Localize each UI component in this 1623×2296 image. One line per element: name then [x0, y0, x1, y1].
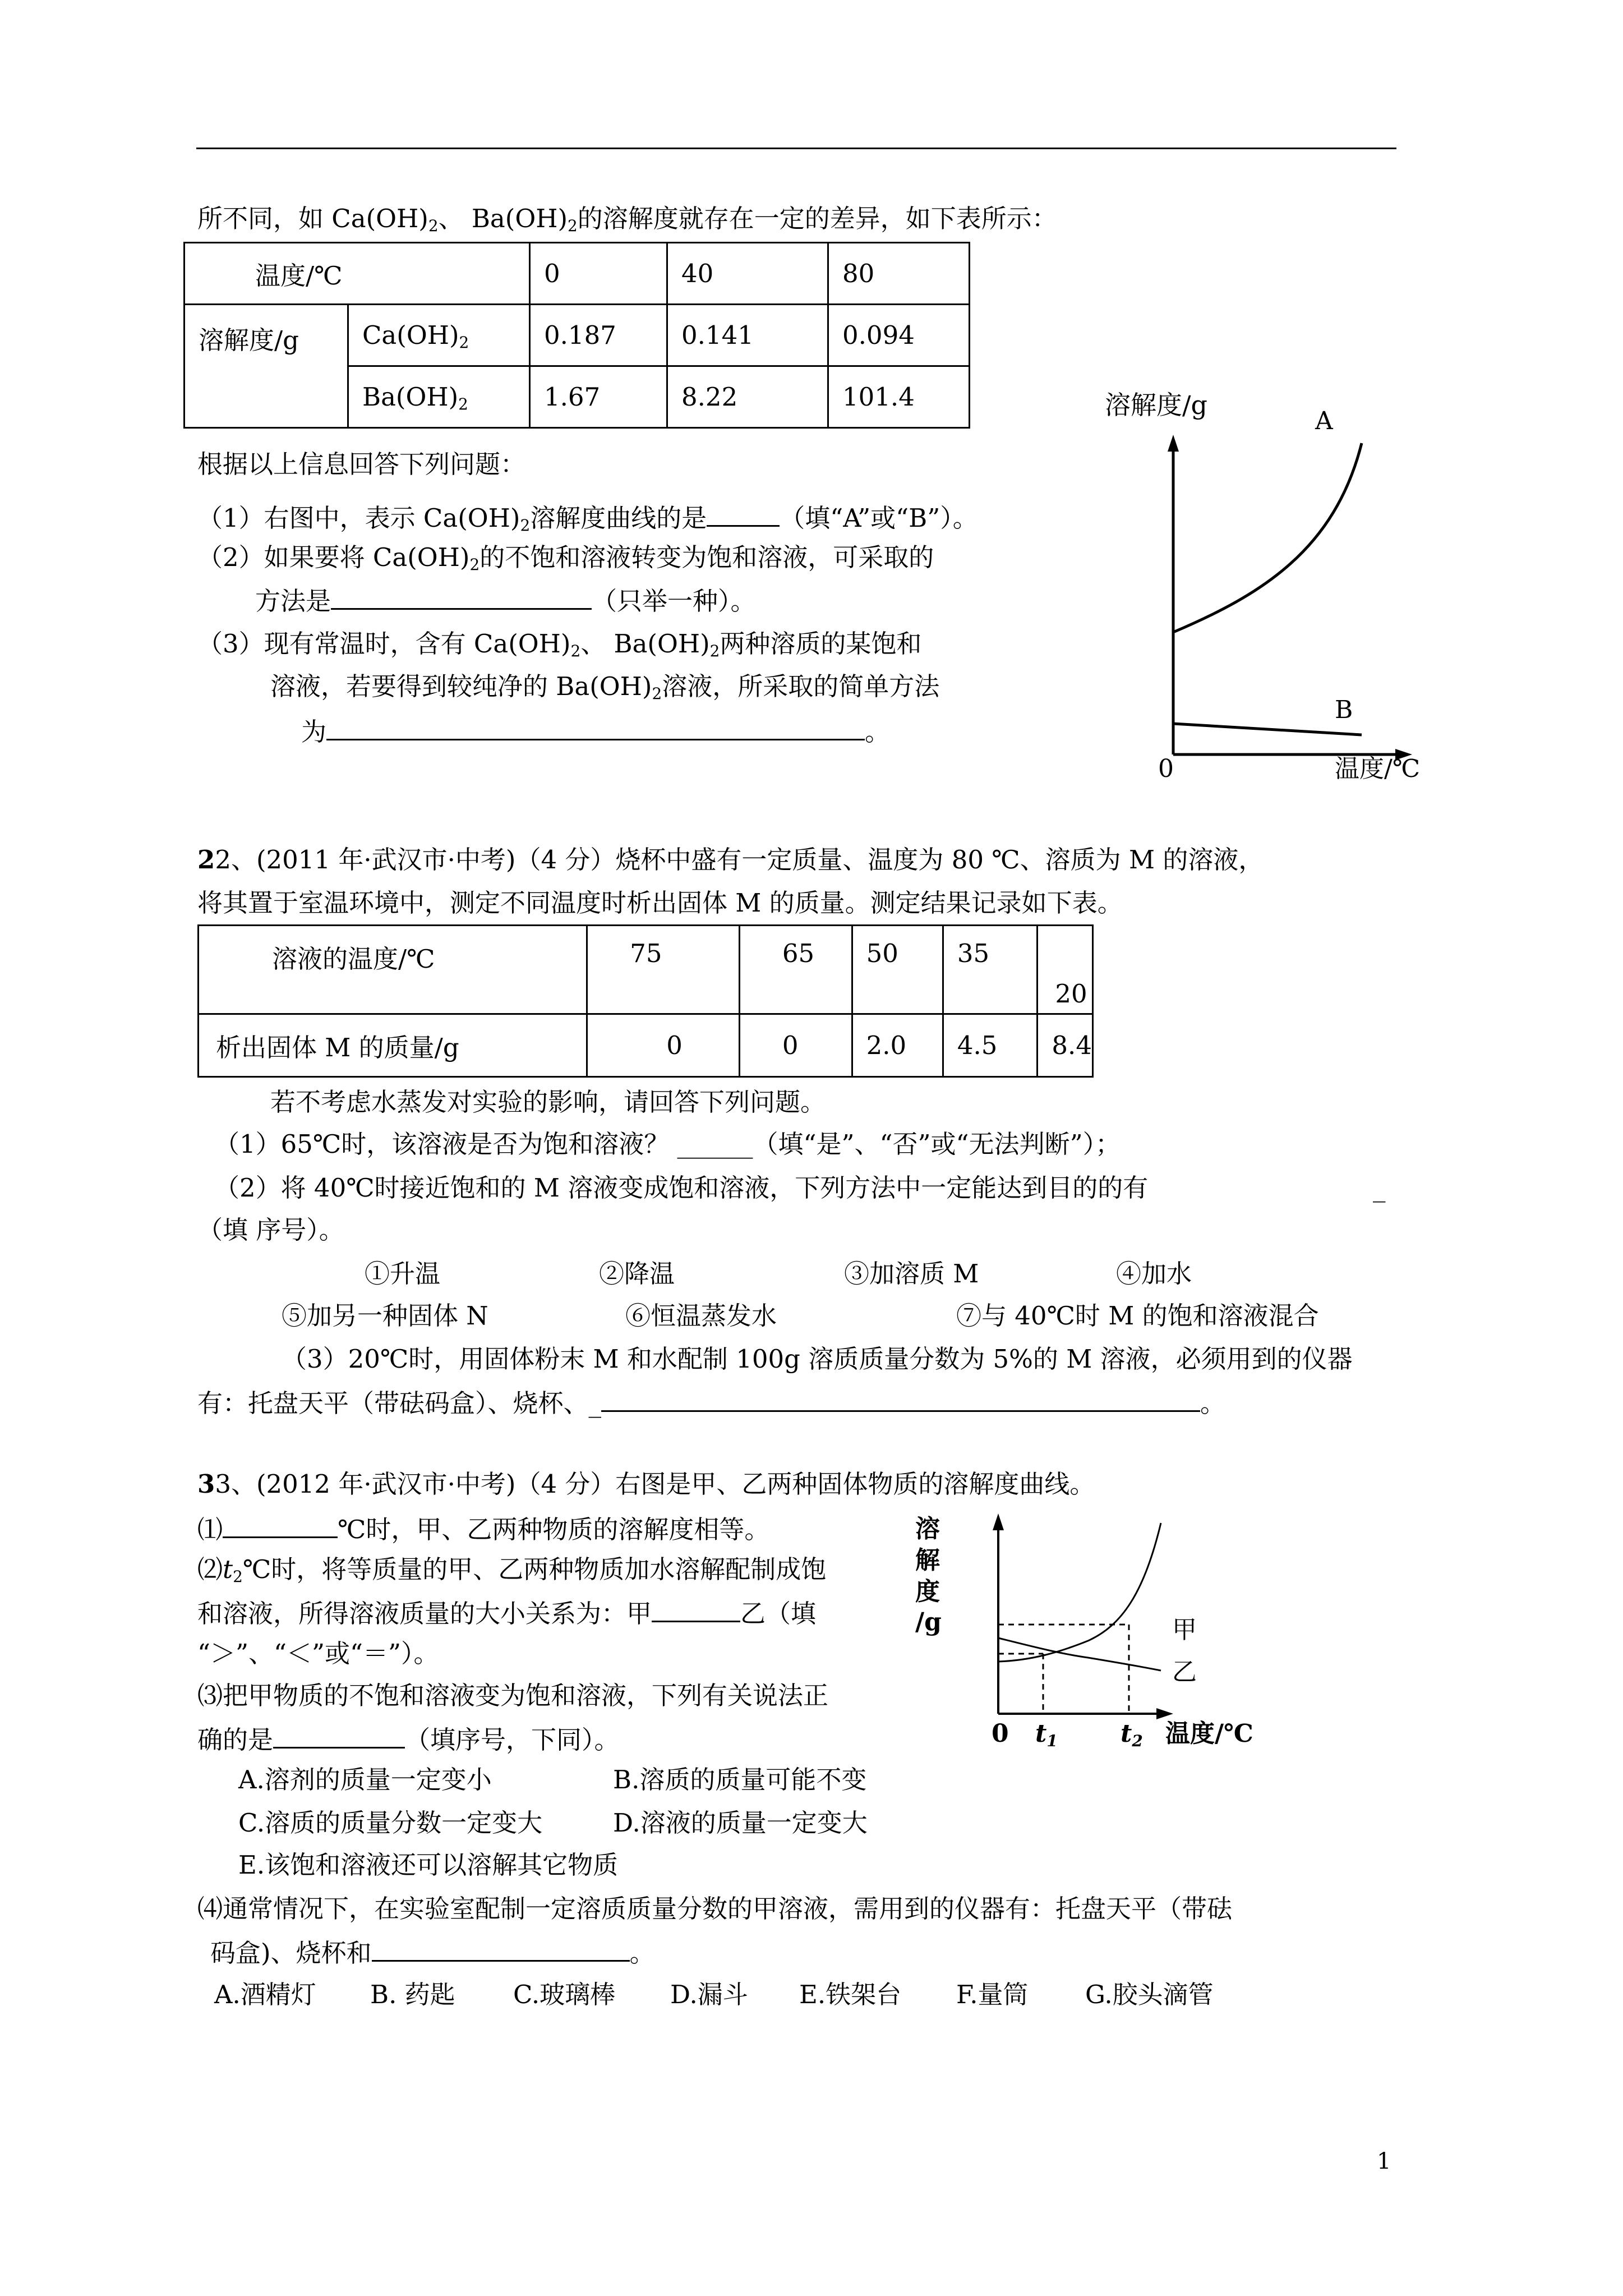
q2-option-5: ⑤加另一种固体 N — [282, 1301, 488, 1331]
table1-ca-label: $Ca(OH)_2$ — [348, 305, 530, 366]
graph1-curve-a — [1173, 443, 1362, 632]
graph2-origin: 0 — [992, 1719, 1009, 1748]
table1-ba-80: 101.4 — [828, 366, 970, 428]
intro-text-b: 、 Ba(OH) — [438, 204, 568, 233]
table1-temp-0: 0 — [530, 243, 667, 305]
q2-title — [197, 844, 1264, 876]
graph2-label-jia: 甲 — [1172, 1616, 1197, 1644]
q2-title-text: 2、(2011 年·武汉市·中考)（4 分）烧杯中盛有一定质量、温度为 80 ℃、溶质为 M 的溶液， — [215, 845, 1264, 875]
q3-answer-blank-3[interactable] — [273, 1722, 405, 1749]
q2-lead: 若不考虑水蒸发对实验的影响，请回答下列问题。 — [270, 1087, 826, 1117]
table2-temp-20: 20 — [1038, 926, 1093, 1014]
q3-instrument-e: E.铁架台 — [799, 1980, 902, 2009]
q3-answer-blank-2[interactable] — [652, 1596, 740, 1622]
q3-title — [197, 1469, 1095, 1500]
q3-option-d: D.溶液的质量一定变大 — [613, 1808, 868, 1838]
q3-number: 3 — [197, 1469, 215, 1499]
q3-option-b: B.溶质的质量可能不变 — [613, 1765, 867, 1795]
q3-instrument-b: B. 药匙 — [370, 1980, 455, 2009]
graph2-y-arrow — [993, 1513, 1004, 1530]
q1-part3-cont: 溶液，若要得到较纯净的 $Ba(OH)_2$溶液，所采取的简单方法 — [270, 671, 940, 703]
q3-part3-cont: 确的是 （填序号，下同）。 — [197, 1722, 620, 1756]
q3-option-c: C.溶质的质量分数一定变大 — [238, 1808, 543, 1838]
table2-mass-label: 析出固体 M 的质量/g — [199, 1014, 587, 1077]
intro-text-a: 所不同，如 Ca(OH) — [197, 204, 428, 233]
graph2-t2: t2 — [1121, 1719, 1143, 1750]
q3-instrument-c: C.玻璃棒 — [513, 1980, 616, 2009]
graph2-xlabel: 温度/℃ — [1165, 1719, 1253, 1748]
graph1-label-b: B — [1335, 696, 1353, 724]
q3-answer-blank-4[interactable] — [372, 1935, 630, 1962]
table1-temp-80: 80 — [828, 243, 970, 305]
graph2-curve-jia — [998, 1523, 1161, 1662]
table1-ca-0: 0.187 — [530, 305, 667, 366]
table1-ca-40: 0.141 — [667, 305, 828, 366]
solubility-table — [183, 242, 970, 429]
q3-part1: ⑴ ℃时，甲、乙两种物质的溶解度相等。 — [197, 1512, 769, 1545]
graph2-ylabel-4: /g — [915, 1608, 942, 1636]
graph1-label-a: A — [1315, 407, 1333, 435]
graph2-ylabel-2: 解 — [915, 1546, 940, 1575]
q3-part2-cont: 和溶液，所得溶液质量的大小关系为：甲 乙（填 — [197, 1596, 816, 1630]
q2-title-2: 将其置于室温环境中，测定不同温度时析出固体 M 的质量。测定结果记录如下表。 — [197, 888, 1123, 918]
q2-part2-cont: （填 序号）。 — [197, 1215, 344, 1245]
table2-mass-20: 8.4 — [1038, 1014, 1093, 1077]
q3-answer-blank-1[interactable] — [223, 1512, 338, 1538]
graph1-y-arrow — [1168, 435, 1179, 452]
q3-part4-cont: 码盒)、烧杯和 。 — [210, 1935, 655, 1969]
q3-part4: ⑷通常情况下，在实验室配制一定溶质质量分数的甲溶液，需用到的仪器有：托盘天平（带砝 — [197, 1894, 1233, 1924]
q2-number: 2 — [197, 845, 215, 875]
table1-header: 温度/℃ — [185, 243, 530, 305]
table1-ba-40: 8.22 — [667, 366, 828, 428]
q2-option-1: ①升温 — [365, 1259, 441, 1289]
q3-instrument-d: D.漏斗 — [670, 1980, 748, 2009]
q1-part1: （1）右图中，表示 $Ca(OH)_2$溶解度曲线的是 （填“A”或“B”）。 — [197, 500, 978, 534]
q2-part3-cont: 有：托盘天平（带砝码盒）、烧杯、_ 。 — [197, 1386, 1225, 1419]
graph2-ylabel-3: 度 — [915, 1577, 940, 1606]
q3-part2-cont2: “＞”、“＜”或“＝”）。 — [197, 1639, 439, 1668]
table2-temp-label: 溶液的温度/℃ — [199, 926, 587, 1014]
q3-instrument-f: F.量筒 — [956, 1980, 1029, 2009]
q3-part2: $⑵t_2℃$时，将等质量的甲、乙两种物质加水溶解配制成饱 — [197, 1554, 827, 1586]
table2-mass-75: 0 — [587, 1014, 740, 1077]
header-rule — [196, 148, 1396, 149]
q1-answer-blank-2[interactable] — [331, 583, 592, 610]
q3-title-text: 3、(2012 年·武汉市·中考)（4 分）右图是甲、乙两种固体物质的溶解度曲线。 — [215, 1469, 1095, 1499]
q1-answer-blank-3[interactable] — [326, 714, 865, 740]
q1-part3: （3）现有常温时，含有 $Ca(OH)_2$、 $Ba(OH)_2$两种溶质的某饱和 — [197, 629, 922, 660]
q2-option-6: ⑥恒温蒸发水 — [625, 1301, 777, 1331]
intro-sub-b: 2 — [568, 216, 578, 235]
q1-answer-blank-1[interactable] — [707, 500, 780, 527]
q2-part2: （2）将 40℃时接近饱和的 M 溶液变成饱和溶液，下列方法中一定能达到目的的有 — [214, 1173, 1149, 1203]
q2-answer-blank[interactable] — [601, 1386, 1200, 1412]
graph1-xlabel: 温度/℃ — [1335, 754, 1421, 783]
precipitate-table — [197, 924, 1094, 1078]
q1-part2: （2）如果要将 $Ca(OH)_2$的不饱和溶液转变为饱和溶液，可采取的 — [197, 542, 934, 574]
table2-mass-35: 4.5 — [943, 1014, 1038, 1077]
q3-option-e: E.该饱和溶液还可以溶解其它物质 — [238, 1850, 619, 1880]
q1-part3-answer-line: 为 。 — [301, 714, 890, 748]
intro-line — [197, 203, 1057, 234]
q2-option-7: ⑦与 40℃时 M 的饱和溶液混合 — [956, 1301, 1319, 1331]
graph1-ylabel: 溶解度/g — [1105, 390, 1207, 420]
table2-mass-65: 0 — [739, 1014, 852, 1077]
table2-temp-50: 50 — [852, 926, 943, 1014]
page-number: 1 — [1377, 2148, 1391, 2174]
q1-part2-cont: 方法是 （只举一种）。 — [255, 583, 756, 617]
table1-ca-80: 0.094 — [828, 305, 970, 366]
graph1-curve-b — [1173, 724, 1362, 735]
graph2-t1: t1 — [1035, 1719, 1058, 1750]
solubility-graph-2 — [909, 1509, 1284, 1756]
table1-temp-40: 40 — [667, 243, 828, 305]
intro-sub-a: 2 — [428, 216, 439, 235]
q3-instrument-g: G.胶头滴管 — [1085, 1980, 1214, 2009]
q2-part1: （1）65℃时，该溶液是否为饱和溶液？ ______（填“是”、“否”或“无法判断”）； — [214, 1129, 1121, 1159]
q3-option-a: A.溶剂的质量一定变小 — [238, 1765, 492, 1795]
q3-part3: ⑶把甲物质的不饱和溶液变为饱和溶液，下列有关说法正 — [197, 1681, 829, 1710]
intro-text-c: 的溶解度就存在一定的差异，如下表所示： — [577, 204, 1057, 233]
table2-temp-65: 65 — [739, 926, 852, 1014]
table2-mass-50: 2.0 — [852, 1014, 943, 1077]
table1-ba-label: $Ba(OH)_2$ — [348, 366, 530, 428]
q2-part3: （3）20℃时，用固体粉末 M 和水配制 100g 溶质质量分数为 5%的 M 溶液，必须用到的仪器 — [282, 1344, 1353, 1374]
graph2-label-yi: 乙 — [1172, 1658, 1197, 1686]
graph1-origin: 0 — [1158, 754, 1174, 783]
q2-option-3: ③加溶质 M — [844, 1259, 979, 1289]
graph2-ylabel-1: 溶 — [915, 1515, 940, 1543]
q3-instrument-a: A.酒精灯 — [214, 1980, 316, 2009]
solubility-graph-1 — [1094, 381, 1441, 791]
table1-ba-0: 1.67 — [530, 366, 667, 428]
q2-part2-blank[interactable]: _ — [1373, 1173, 1386, 1203]
q2-option-2: ②降温 — [599, 1259, 675, 1289]
q2-option-4: ④加水 — [1116, 1259, 1192, 1289]
q1-lead: 根据以上信息回答下列问题： — [197, 449, 526, 479]
table2-temp-35: 35 — [943, 926, 1038, 1014]
graph2-x-arrow — [1156, 1708, 1173, 1719]
table2-temp-75: 75 — [587, 926, 740, 1014]
table1-row-label: 溶解度/g — [185, 305, 348, 428]
